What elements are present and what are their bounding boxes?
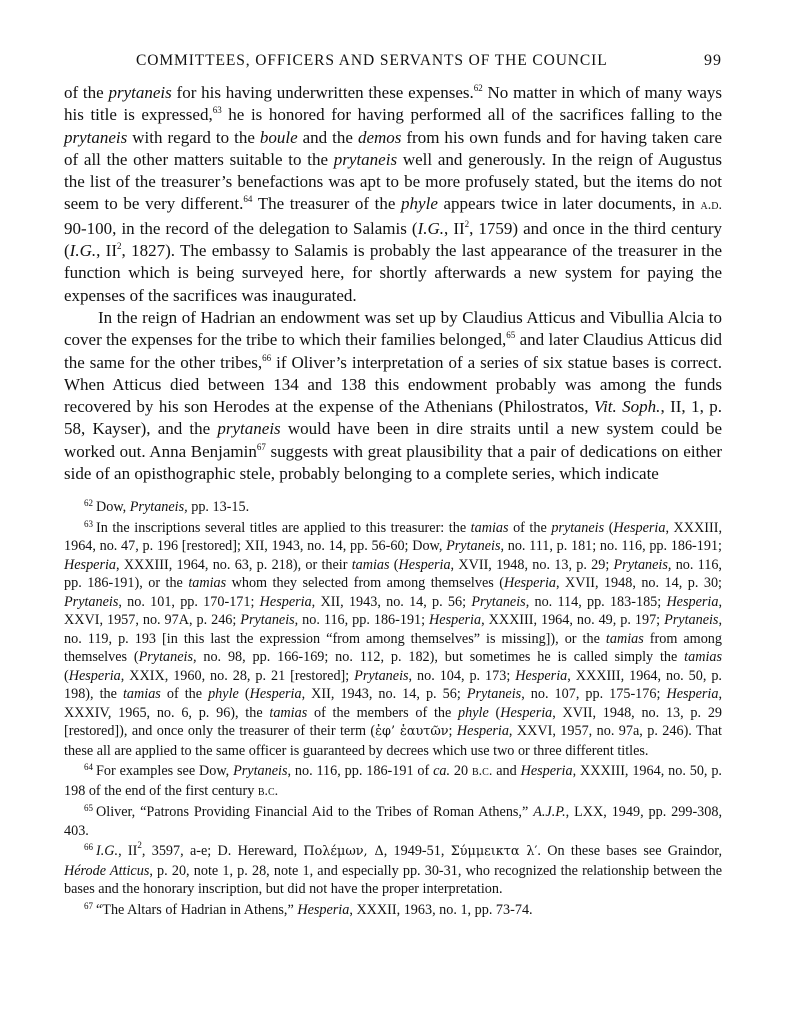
footnote-67: $^{67}$ “The Altars of Hadrian in Athens,” Hesperia, XXXII, 1963, no. 1, pp. 73-74. [84,900,533,918]
footnote-ref-66[interactable]: 66 [262,352,272,363]
footnote-ref-63[interactable]: 63 [212,105,222,116]
footnote-ref-65[interactable]: 65 [506,330,516,341]
footnote-63: $^{63}$ In the inscriptions several titles are applied to this treasurer: the tamias of the prytaneis (Hesperia, XXXIII, 1964, no. 47, p. 196 [restored]; XII, 1943, no. 14, pp. 56-60; Dow, Prytaneis, no. 111, p. 181; no. 116, pp. 186-191; Hesperia, XXXIII, 1964, no. 63, p. 218), or their tamias (Hesperia, XVII, 1948, no. 13, p. 29; Prytaneis, no. 116, pp. 186-191), or the tamias whom they selected from among themselves (Hesperia, XVII, 1948, no. 14, p. 30; Prytaneis, no. 101, pp. 170-171; Hesperia, XII, 1943, no. 14, p. 56; Prytaneis, no. 114, pp. 183-185; Hesperia, XXVI, 1957, no. 97A, p. 246; Prytaneis, no. 116, pp. 186-191; Hesperia, XXXIII, 1964, no. 49, p. 197; Prytaneis, no. 119, p. 193 [in this last the expression “from among themselves” is missing]), or the tamias from among themselves (Prytaneis, no. 98, pp. 166-169; no. 112, p. 182), but sometimes he is called simply the tamias (Hesperia, XXIX, 1960, no. 28, p. 21 [restored]; Prytaneis, no. 104, p. 173; Hesperia, XXXIII, 1964, no. 50, p. 198), the tamias of the phyle (Hesperia, XII, 1943, no. 14, p. 56; Prytaneis, no. 107, pp. 175-176; Hesperia, XXXIV, 1965, no. 6, p. 96), the tamias of the members of the phyle (Hesperia, XVII, 1948, no. 13, p. 29 [restored]), and once only the treasurer of their term (ἐφ’ ἑαυτῶν; Hesperia, XXVI, 1957, no. 97a, p. 246). That these all are applied to the same officer is guaranteed by decrees which use two or three different titles. [64,518,723,759]
footnote-ref-67[interactable]: 67 [256,441,266,452]
footnote-ref-64[interactable]: 64 [243,194,253,205]
page [64,52,722,919]
running-head [64,52,722,70]
footnotes [64,498,722,919]
running-title: COMMITTEES, OFFICERS AND SERVANTS OF THE COUNCIL [136,52,608,69]
page-number: 99 [704,52,722,69]
paragraph-1: of the prytaneis for his having underwritten these expenses.$^{62}$ No matter in which of many ways his title is expressed,$^{63}$ he is honored for having performed all of the sacrifices falling to the prytaneis with regard to the boule and the demos from his own funds and for having taken care of all the other matters suitable to the prytaneis well and generously. In the reign of Augustus the list of the treasurer’s benefactions was apt to be more profusely stated, but the items do not seem to be very different.$^{64}$ The treasurer of the phyle appears twice in later documents, in a.d. 90-100, in the record of the delegation to Salamis (I.G., $II^2$, 1759) and once in the third century (I.G., $II^2$, 1827). The embassy to Salamis is probably the last appearance of the treasurer in the function which is being surveyed here, for shortly afterwards a new system for paying the expenses of the sacrifices was inaugurated. [64,83,722,305]
footnote-62: $^{62}$ Dow, Prytaneis, pp. 13-15. [84,498,250,516]
footnote-ref-62[interactable]: 62 [473,83,483,93]
footnote-66: $^{66}$ I.G., $II^2$, 3597, a-e; D. Hereward, Πολέμων, Δ, 1949-51, Σύμμεικτα λ′. On these bases see Graindor, Hérode Atticus, p. 20, note 1, p. 28, note 1, and especially pp. 30-31, who recognized the relationship between the bases and the honorary inscription, but did not have the proper interpretation. [64,840,722,898]
body-text [64,82,722,485]
footnote-65: $^{65}$ Oliver, “Patrons Providing Financial Aid to the Tribes of Roman Athens,” A.J.P., LXX, 1949, pp. 299-308, 403. [64,803,722,839]
footnote-64: $^{64}$ For examples see Dow, Prytaneis, no. 116, pp. 186-191 of ca. 20 b.c. and Hesperia, XXXIII, 1964, no. 50, p. 198 of the end of the first century b.c. [64,762,722,799]
paragraph-2: In the reign of Hadrian an endowment was set up by Claudius Atticus and Vibullia Alcia to cover the expenses for the tribe to which their families belonged,$^{65}$ and later Claudius Atticus did the same for the other tribes,$^{66}$ if Oliver’s interpretation of a series of six statue bases is correct. When Atticus died between 134 and 138 this endowment probably was among the funds recovered by his son Herodes at the expense of the Athenians (Philostratos, Vit. Soph., II, 1, p. 58, Kayser), and the prytaneis would have been in dire straits until a new system could be worked out. Anna Benjamin$^{67}$ suggests with great plausibility that a pair of dedications on either side of an opisthographic stele, probably belonging to a complete series, which indicate [64,307,722,484]
